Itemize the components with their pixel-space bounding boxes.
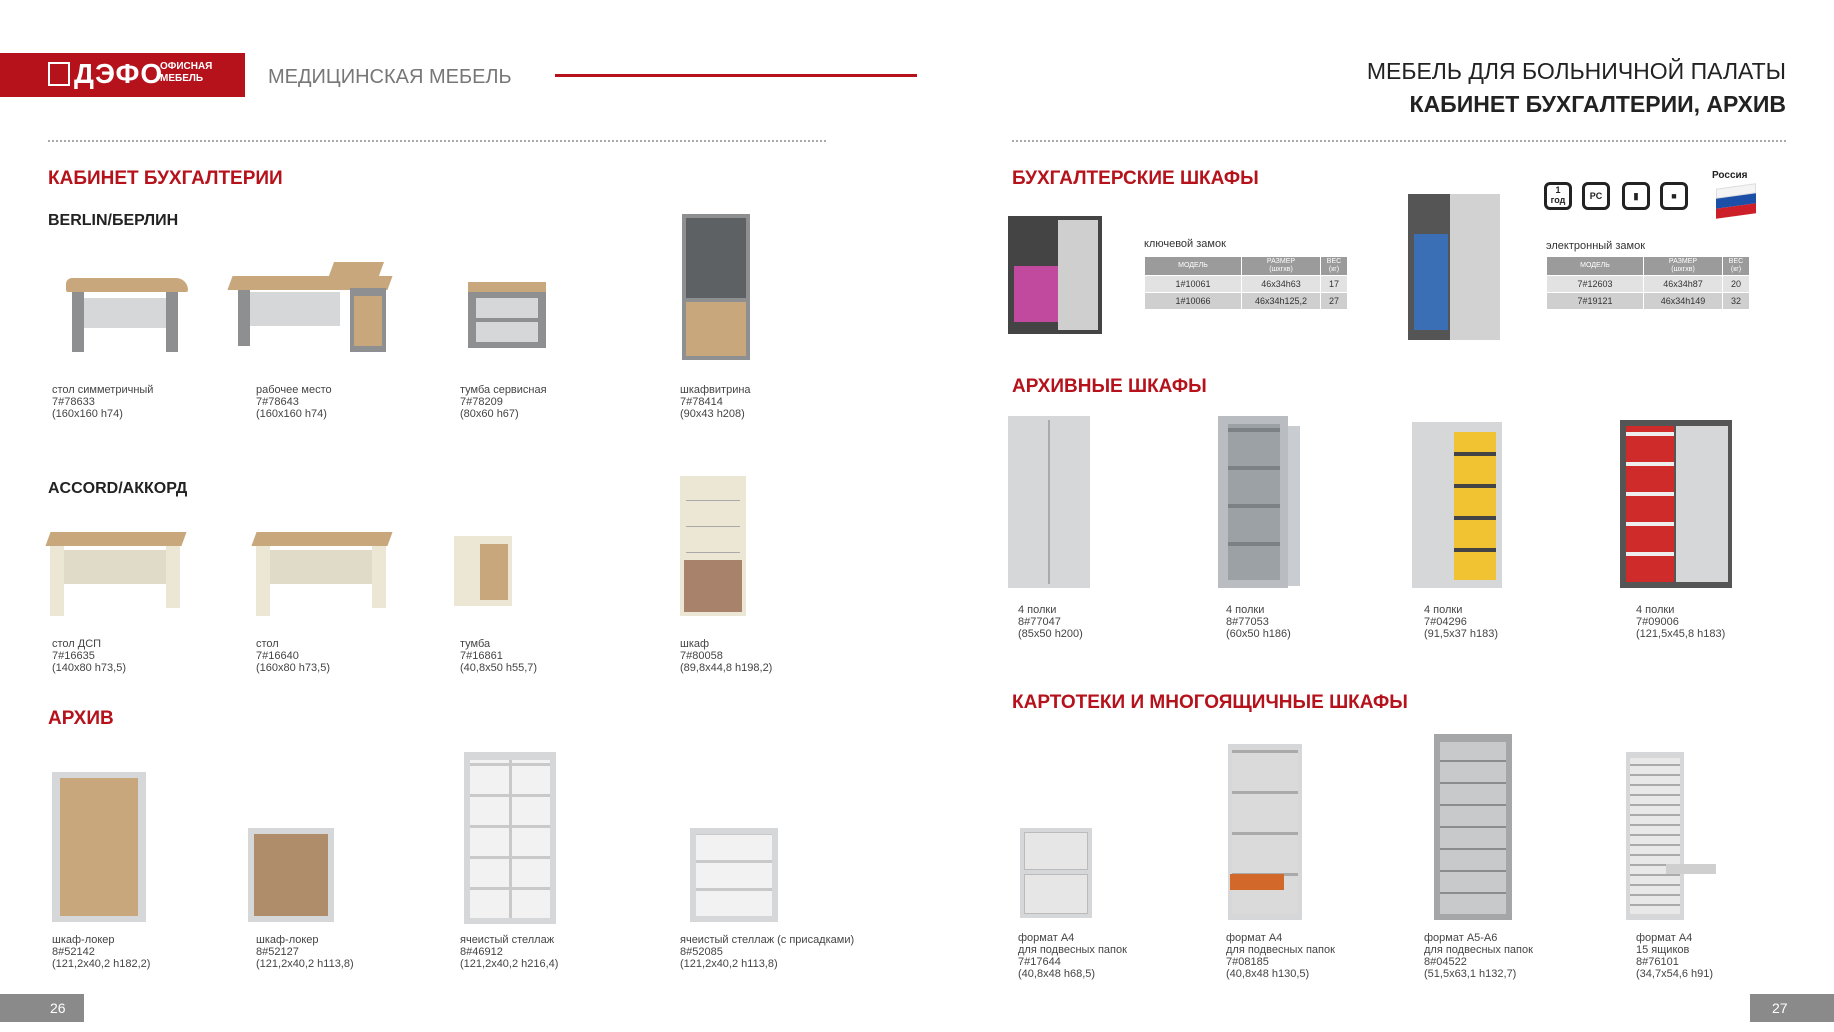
- workstation-image: [230, 258, 398, 358]
- warranty-badge-icon: 1 год: [1544, 182, 1572, 210]
- table-row: 1#10061 46х34h63 17: [1145, 276, 1348, 293]
- safe-key-lock-image: [1008, 216, 1104, 334]
- pedestal-image: [454, 536, 520, 616]
- product-caption: тумба сервисная 7#78209 (80х60 h67): [460, 384, 547, 420]
- product-caption: формат А4 для подвесных папок 7#08185 (40,8х48 h130,5): [1226, 932, 1335, 980]
- product-caption: ячеистый стеллаж (с присадками) 8#52085 (121,2х40,2 h113,8): [680, 934, 855, 970]
- page-number-left: 26: [0, 994, 84, 1022]
- cabinet-image: [680, 476, 750, 616]
- product-caption: стол ДСП 7#16635 (140х80 h73,5): [52, 638, 126, 674]
- electronic-lock-spec-table: [1546, 256, 1750, 310]
- display-cabinet-image: [682, 214, 752, 360]
- product-caption: тумба 7#16861 (40,8х50 h55,7): [460, 638, 538, 674]
- table-row: 7#19121 46х34h149 32: [1547, 293, 1750, 310]
- electronic-lock-label: электронный замок: [1546, 240, 1646, 252]
- key-lock-spec-table: [1144, 256, 1348, 310]
- desk-symmetric-image: [66, 268, 188, 358]
- right-title-1: МЕБЕЛЬ ДЛЯ БОЛЬНИЧНОЙ ПАЛАТЫ: [1366, 58, 1786, 84]
- archive-heading: АРХИВ: [48, 708, 114, 729]
- product-caption: 4 полки 8#77053 (60х50 h186): [1226, 604, 1291, 640]
- file-cabinet-2-image: [1228, 744, 1306, 920]
- archive-cabinets-heading: АРХИВНЫЕ ШКАФЫ: [1012, 376, 1207, 397]
- right-title-2: КАБИНЕТ БУХГАЛТЕРИИ, АРХИВ: [1409, 91, 1786, 117]
- col-model: МОДЕЛЬ: [1547, 257, 1644, 276]
- left-dotted-divider: [48, 140, 826, 142]
- col-size: РАЗМЕР (шхгхв): [1242, 257, 1321, 276]
- accounting-cabinets-heading: БУХГАЛТЕРСКИЕ ШКАФЫ: [1012, 168, 1259, 189]
- product-caption: шкаф 7#80058 (89,8х44,8 h198,2): [680, 638, 773, 674]
- locker-cabinet-low-image: [248, 828, 336, 922]
- archive-cabinet-3-image: [1412, 422, 1504, 588]
- locker-cabinet-tall-image: [52, 772, 148, 922]
- key-lock-label: ключевой замок: [1144, 238, 1226, 250]
- col-weight: ВЕС (кг): [1723, 257, 1750, 276]
- logo-name: ДЭФО: [74, 58, 164, 89]
- cell-shelving-low-image: [690, 828, 780, 922]
- product-caption: шкаф-локер 8#52127 (121,2х40,2 h113,8): [256, 934, 354, 970]
- certification-icon: PC: [1582, 182, 1610, 210]
- desk-image: [254, 532, 394, 622]
- burglary-class-icon: ■: [1660, 182, 1688, 210]
- header-divider: [555, 74, 917, 77]
- col-weight: ВЕС (кг): [1321, 257, 1348, 276]
- table-row: 1#10066 46х34h125,2 27: [1145, 293, 1348, 310]
- product-caption: формат А5-А6 для подвесных папок 8#04522 (51,5х63,1 h132,7): [1424, 932, 1533, 980]
- product-caption: стол симметричный 7#78633 (160х160 h74): [52, 384, 154, 420]
- col-size: РАЗМЕР (шхгхв): [1644, 257, 1723, 276]
- product-caption: рабочее место 7#78643 (160х160 h74): [256, 384, 332, 420]
- page-number-right: 27: [1750, 994, 1834, 1022]
- archive-cabinet-4-image: [1620, 420, 1734, 588]
- product-caption: формат А4 15 ящиков 8#76101 (34,7х54,6 h91): [1636, 932, 1714, 980]
- file-cabinet-4-image: [1626, 752, 1722, 920]
- country-label: Россия: [1712, 170, 1748, 181]
- logo-icon: [48, 62, 70, 86]
- product-caption: 4 полки 7#09006 (121,5х45,8 h183): [1636, 604, 1726, 640]
- safe-electronic-lock-image: [1408, 194, 1500, 340]
- desk-chipboard-image: [48, 532, 188, 622]
- product-caption: 4 полки 8#77047 (85х50 h200): [1018, 604, 1083, 640]
- archive-cabinet-2-image: [1218, 416, 1302, 588]
- product-caption: шкафвитрина 7#78414 (90х43 h208): [680, 384, 751, 420]
- col-model: МОДЕЛЬ: [1145, 257, 1242, 276]
- product-caption: шкаф-локер 8#52142 (121,2х40,2 h182,2): [52, 934, 151, 970]
- accounting-office-heading: КАБИНЕТ БУХГАЛТЕРИИ: [48, 168, 283, 189]
- table-row: 7#12603 46х34h87 20: [1547, 276, 1750, 293]
- right-dotted-divider: [1012, 140, 1786, 142]
- file-cabinet-3-image: [1434, 734, 1514, 920]
- cell-shelving-tall-image: [464, 752, 560, 924]
- file-cabinets-heading: КАРТОТЕКИ И МНОГОЯЩИЧНЫЕ ШКАФЫ: [1012, 692, 1408, 713]
- accord-title: ACCORD/АККОРД: [48, 480, 188, 497]
- service-pedestal-image: [468, 282, 548, 358]
- logo-tagline: ОФИСНАЯ МЕБЕЛЬ: [160, 61, 213, 84]
- product-caption: стол 7#16640 (160х80 h73,5): [256, 638, 330, 674]
- fire-resistance-icon: ▮: [1622, 182, 1650, 210]
- product-caption: ячеистый стеллаж 8#46912 (121,2х40,2 h216,4): [460, 934, 559, 970]
- product-caption: 4 полки 7#04296 (91,5х37 h183): [1424, 604, 1498, 640]
- section-title: МЕДИЦИНСКАЯ МЕБЕЛЬ: [268, 66, 512, 88]
- berlin-title: BERLIN/БЕРЛИН: [48, 212, 179, 229]
- russia-flag-icon: [1716, 183, 1756, 219]
- product-caption: формат А4 для подвесных папок 7#17644 (40,8х48 h68,5): [1018, 932, 1127, 980]
- file-cabinet-1-image: [1020, 828, 1096, 918]
- archive-cabinet-1-image: [1008, 416, 1092, 588]
